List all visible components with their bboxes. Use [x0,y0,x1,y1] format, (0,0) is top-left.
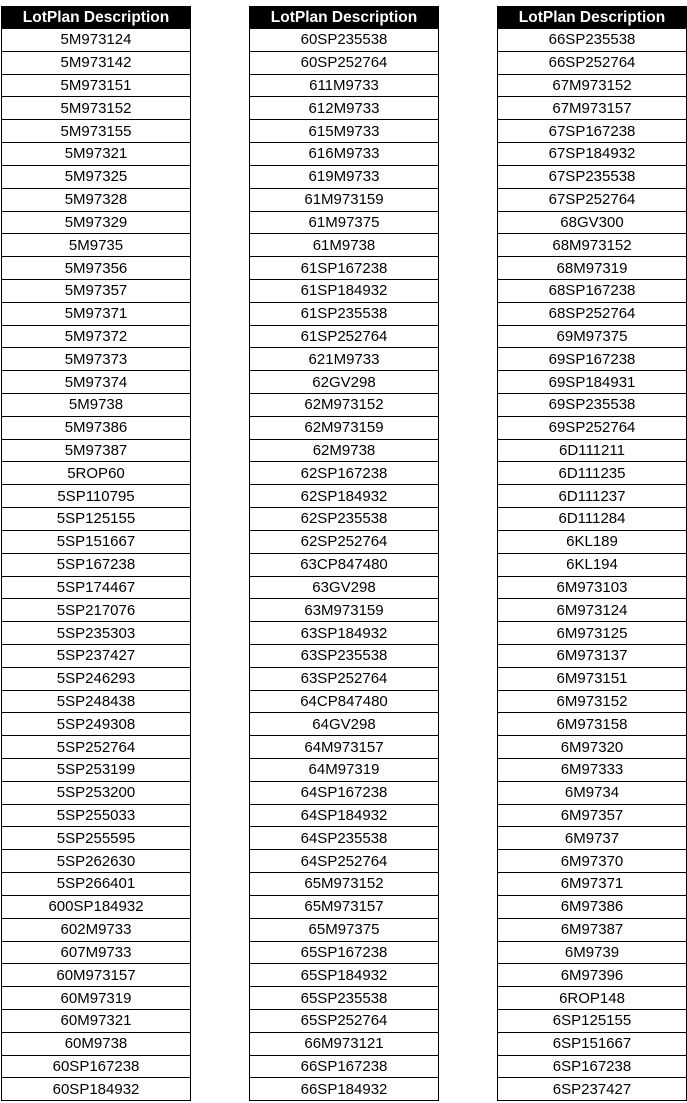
lotplan-cell: 65SP167238 [250,941,439,964]
table-row [250,667,439,690]
lotplan-cell: 5SP252764 [2,736,191,759]
table-row [498,1055,687,1078]
header-row [498,7,687,29]
lotplan-cell: 5SP262630 [2,850,191,873]
table-row [250,804,439,827]
lotplan-table-2 [249,6,439,1101]
lotplan-cell: 62M973159 [250,416,439,439]
table-row [250,1078,439,1101]
lotplan-cell: 69M97375 [498,325,687,348]
lotplan-cell: 64GV298 [250,713,439,736]
lotplan-cell: 67SP167238 [498,120,687,143]
table-row [498,827,687,850]
table-row [250,964,439,987]
table-row [2,394,191,417]
table-row [498,1009,687,1032]
lotplan-cell: 5M97321 [2,143,191,166]
table-row [2,439,191,462]
table-row [250,690,439,713]
lotplan-cell: 6ROP148 [498,987,687,1010]
table-row [498,462,687,485]
table-row [250,439,439,462]
table-row [250,188,439,211]
lotplan-cell: 63SP252764 [250,667,439,690]
lotplan-cell: 60SP252764 [250,51,439,74]
table-row [498,188,687,211]
table-row [250,416,439,439]
header-row [250,7,439,29]
lotplan-cell: 5M97386 [2,416,191,439]
table-row [2,97,191,120]
table-row [498,964,687,987]
table-row [498,51,687,74]
lotplan-cell: 5SP235303 [2,622,191,645]
lotplan-cell: 5M97356 [2,257,191,280]
table-row [250,736,439,759]
lotplan-cell: 6KL189 [498,530,687,553]
lotplan-cell: 64SP252764 [250,850,439,873]
lotplan-cell: 5M9735 [2,234,191,257]
table-row [498,530,687,553]
table-row [250,599,439,622]
lotplan-cell: 5M97371 [2,302,191,325]
table-row [250,713,439,736]
table-row [2,781,191,804]
table-row [498,918,687,941]
table-body [498,29,687,1101]
table-row [250,485,439,508]
table-body [250,29,439,1101]
table-row [2,257,191,280]
table-row [250,120,439,143]
table-row [498,279,687,302]
table-row [498,29,687,52]
table-row [250,143,439,166]
lotplan-cell: 68GV300 [498,211,687,234]
table-row [498,895,687,918]
lotplan-cell: 66SP184932 [250,1078,439,1101]
lotplan-cell: 5M97373 [2,348,191,371]
table-row [2,599,191,622]
lotplan-cell: 69SP167238 [498,348,687,371]
table-row [2,416,191,439]
lotplan-cell: 64SP184932 [250,804,439,827]
table-row [2,371,191,394]
table-row [2,165,191,188]
lotplan-cell: 600SP184932 [2,895,191,918]
lotplan-cell: 5M97387 [2,439,191,462]
lotplan-cell: 6M973137 [498,644,687,667]
lotplan-cell: 6M973152 [498,690,687,713]
lotplan-cell: 69SP235538 [498,394,687,417]
lotplan-cell: 62SP184932 [250,485,439,508]
table-row [498,485,687,508]
lotplan-cell: 612M9733 [250,97,439,120]
lotplan-cell: 6D111211 [498,439,687,462]
table-row [2,850,191,873]
table-row [250,234,439,257]
table-row [250,279,439,302]
table-row [2,211,191,234]
table-row [498,394,687,417]
lotplan-cell: 6M97333 [498,759,687,782]
table-row [250,827,439,850]
lotplan-cell: 63SP235538 [250,644,439,667]
lotplan-cell: 62SP167238 [250,462,439,485]
lotplan-cell: 61M973159 [250,188,439,211]
lotplan-cell: 619M9733 [250,165,439,188]
table-row [250,394,439,417]
lotplan-cell: 66SP167238 [250,1055,439,1078]
lotplan-cell: 5SP174467 [2,576,191,599]
lotplan-cell: 67M973157 [498,97,687,120]
table-row [498,690,687,713]
table-row [250,508,439,531]
lotplan-cell: 611M9733 [250,74,439,97]
table-row [2,964,191,987]
table-row [498,74,687,97]
lotplan-cell: 68SP167238 [498,279,687,302]
table-row [498,736,687,759]
table-row [250,622,439,645]
table-row [250,74,439,97]
table-row [2,553,191,576]
lotplan-cell: 60M973157 [2,964,191,987]
lotplan-cell: 6M9737 [498,827,687,850]
lotplan-cell: 61SP235538 [250,302,439,325]
lotplan-cell: 68M97319 [498,257,687,280]
lotplan-cell: 5SP217076 [2,599,191,622]
lotplan-cell: 5SP125155 [2,508,191,531]
lotplan-cell: 5SP255595 [2,827,191,850]
table-row [498,416,687,439]
table-row [250,576,439,599]
lotplan-cell: 65SP184932 [250,964,439,987]
table-row [250,211,439,234]
table-row [2,713,191,736]
lotplan-cell: 6M97387 [498,918,687,941]
lotplan-cell: 621M9733 [250,348,439,371]
table-row [250,850,439,873]
table-row [498,302,687,325]
lotplan-cell: 5M97329 [2,211,191,234]
lotplan-cell: 64M97319 [250,759,439,782]
lotplan-cell: 6M973125 [498,622,687,645]
table-row [498,348,687,371]
lotplan-cell: 60SP167238 [2,1055,191,1078]
table-row [2,644,191,667]
lotplan-cell: 5SP266401 [2,873,191,896]
table-row [2,667,191,690]
table-row [2,188,191,211]
lotplan-cell: 5SP151667 [2,530,191,553]
lotplan-cell: 5SP237427 [2,644,191,667]
table-row [2,143,191,166]
table-row [498,508,687,531]
lotplan-cell: 66SP252764 [498,51,687,74]
table-row [250,257,439,280]
table-row [250,759,439,782]
table-row [498,804,687,827]
lotplan-cell: 6D111235 [498,462,687,485]
table-row [2,736,191,759]
lotplan-cell: 602M9733 [2,918,191,941]
lotplan-cell: 616M9733 [250,143,439,166]
lotplan-cell: 6M973158 [498,713,687,736]
table-row [250,895,439,918]
lotplan-table-3 [497,6,687,1101]
lotplan-cell: 62SP235538 [250,508,439,531]
table-row [498,941,687,964]
table-row [250,781,439,804]
table-row [250,97,439,120]
lotplan-cell: 60SP235538 [250,29,439,52]
table-row [498,143,687,166]
table-row [2,895,191,918]
lotplan-cell: 5M973151 [2,74,191,97]
table-row [2,29,191,52]
table-row [2,325,191,348]
table-row [250,1055,439,1078]
table-row [2,827,191,850]
table-row [498,165,687,188]
lotplan-cell: 6M9739 [498,941,687,964]
table-row [498,850,687,873]
lotplan-cell: 5M97357 [2,279,191,302]
lotplan-cell: 5SP249308 [2,713,191,736]
lotplan-cell: 60SP184932 [2,1078,191,1101]
column-header: LotPlan Description [2,7,191,29]
table-row [2,918,191,941]
lotplan-cell: 6D111284 [498,508,687,531]
lotplan-table-1 [1,6,191,1101]
table-row [2,302,191,325]
lotplan-cell: 6M97396 [498,964,687,987]
lotplan-cell: 65SP235538 [250,987,439,1010]
lotplan-cell: 69SP184931 [498,371,687,394]
table-row [250,302,439,325]
lotplan-cell: 67SP184932 [498,143,687,166]
table-row [498,667,687,690]
lotplan-cell: 60M97321 [2,1009,191,1032]
lotplan-cell: 6D111237 [498,485,687,508]
table-row [250,1009,439,1032]
lotplan-cell: 62M9738 [250,439,439,462]
lotplan-cell: 69SP252764 [498,416,687,439]
table-row [498,371,687,394]
table-row [498,644,687,667]
lotplan-cell: 5M973124 [2,29,191,52]
table-row [498,873,687,896]
lotplan-cell: 5M973155 [2,120,191,143]
table-row [2,279,191,302]
table-row [250,644,439,667]
table-row [498,576,687,599]
lotplan-cell: 64SP235538 [250,827,439,850]
table-row [498,325,687,348]
lotplan-cell: 5SP253200 [2,781,191,804]
table-row [498,622,687,645]
lotplan-cell: 62M973152 [250,394,439,417]
column-header: LotPlan Description [250,7,439,29]
lotplan-cell: 5SP246293 [2,667,191,690]
lotplan-cell: 67SP235538 [498,165,687,188]
lotplan-cell: 68SP252764 [498,302,687,325]
table-row [498,120,687,143]
table-row [250,462,439,485]
lotplan-cell: 66SP235538 [498,29,687,52]
table-row [498,1032,687,1055]
lotplan-cell: 5SP248438 [2,690,191,713]
table-row [250,873,439,896]
lotplan-cell: 6M97357 [498,804,687,827]
lotplan-cell: 5M97372 [2,325,191,348]
table-row [498,211,687,234]
lotplan-cell: 5SP110795 [2,485,191,508]
table-row [2,348,191,371]
lotplan-cell: 65M973157 [250,895,439,918]
table-row [250,918,439,941]
lotplan-cell: 62GV298 [250,371,439,394]
column-header: LotPlan Description [498,7,687,29]
table-row [2,1032,191,1055]
table-row [498,713,687,736]
table-row [2,941,191,964]
table-row [2,576,191,599]
table-row [2,462,191,485]
lotplan-cell: 6M97370 [498,850,687,873]
table-row [498,1078,687,1101]
table-body [2,29,191,1101]
table-row [2,485,191,508]
lotplan-cell: 6SP167238 [498,1055,687,1078]
table-row [250,371,439,394]
table-row [498,599,687,622]
lotplan-cell: 60M97319 [2,987,191,1010]
lotplan-cell: 67SP252764 [498,188,687,211]
table-row [2,873,191,896]
table-row [250,553,439,576]
table-row [2,622,191,645]
lotplan-cell: 67M973152 [498,74,687,97]
table-row [498,439,687,462]
lotplan-cell: 6M97320 [498,736,687,759]
lotplan-cell: 66M973121 [250,1032,439,1055]
table-row [2,51,191,74]
lotplan-cell: 6M973151 [498,667,687,690]
table-row [250,941,439,964]
lotplan-cell: 63SP184932 [250,622,439,645]
lotplan-cell: 6SP125155 [498,1009,687,1032]
lotplan-cell: 6SP151667 [498,1032,687,1055]
lotplan-cell: 5M97325 [2,165,191,188]
lotplan-cell: 61SP252764 [250,325,439,348]
lotplan-cell: 6KL194 [498,553,687,576]
table-row [250,1032,439,1055]
table-row [250,29,439,52]
table-row [250,165,439,188]
lotplan-cell: 6M9734 [498,781,687,804]
table-row [498,234,687,257]
table-row [498,257,687,280]
lotplan-cell: 6SP237427 [498,1078,687,1101]
table-row [2,1009,191,1032]
lotplan-cell: 5M973142 [2,51,191,74]
header-row [2,7,191,29]
lotplan-cell: 65M97375 [250,918,439,941]
table-row [2,234,191,257]
lotplan-cell: 65SP252764 [250,1009,439,1032]
lotplan-cell: 63CP847480 [250,553,439,576]
lotplan-cell: 60M9738 [2,1032,191,1055]
table-row [2,804,191,827]
lotplan-cell: 62SP252764 [250,530,439,553]
lotplan-cell: 68M973152 [498,234,687,257]
lotplan-cell: 5SP167238 [2,553,191,576]
lotplan-cell: 61M9738 [250,234,439,257]
lotplan-cell: 6M973124 [498,599,687,622]
lotplan-cell: 61SP167238 [250,257,439,280]
lotplan-cell: 5SP255033 [2,804,191,827]
lotplan-cell: 615M9733 [250,120,439,143]
table-row [2,508,191,531]
table-row [2,1078,191,1101]
lotplan-cell: 61M97375 [250,211,439,234]
lotplan-cell: 65M973152 [250,873,439,896]
table-row [498,781,687,804]
lotplan-cell: 64SP167238 [250,781,439,804]
lotplan-cell: 63M973159 [250,599,439,622]
lotplan-cell: 5M9738 [2,394,191,417]
lotplan-cell: 6M97386 [498,895,687,918]
lotplan-cell: 5M97374 [2,371,191,394]
table-row [250,530,439,553]
lotplan-cell: 5M97328 [2,188,191,211]
table-row [250,51,439,74]
table-row [250,348,439,371]
table-row [2,120,191,143]
table-row [498,759,687,782]
table-row [2,530,191,553]
lotplan-cell: 5SP253199 [2,759,191,782]
table-row [2,690,191,713]
lotplan-cell: 64CP847480 [250,690,439,713]
table-row [2,759,191,782]
lotplan-cell: 5M973152 [2,97,191,120]
lotplan-cell: 6M97371 [498,873,687,896]
table-row [250,987,439,1010]
lotplan-cell: 6M973103 [498,576,687,599]
lotplan-cell: 607M9733 [2,941,191,964]
table-row [498,987,687,1010]
lotplan-cell: 61SP184932 [250,279,439,302]
table-row [250,325,439,348]
table-row [2,987,191,1010]
table-row [498,553,687,576]
table-row [2,74,191,97]
lotplan-cell: 64M973157 [250,736,439,759]
lotplan-cell: 63GV298 [250,576,439,599]
lotplan-cell: 5ROP60 [2,462,191,485]
table-row [2,1055,191,1078]
table-row [498,97,687,120]
